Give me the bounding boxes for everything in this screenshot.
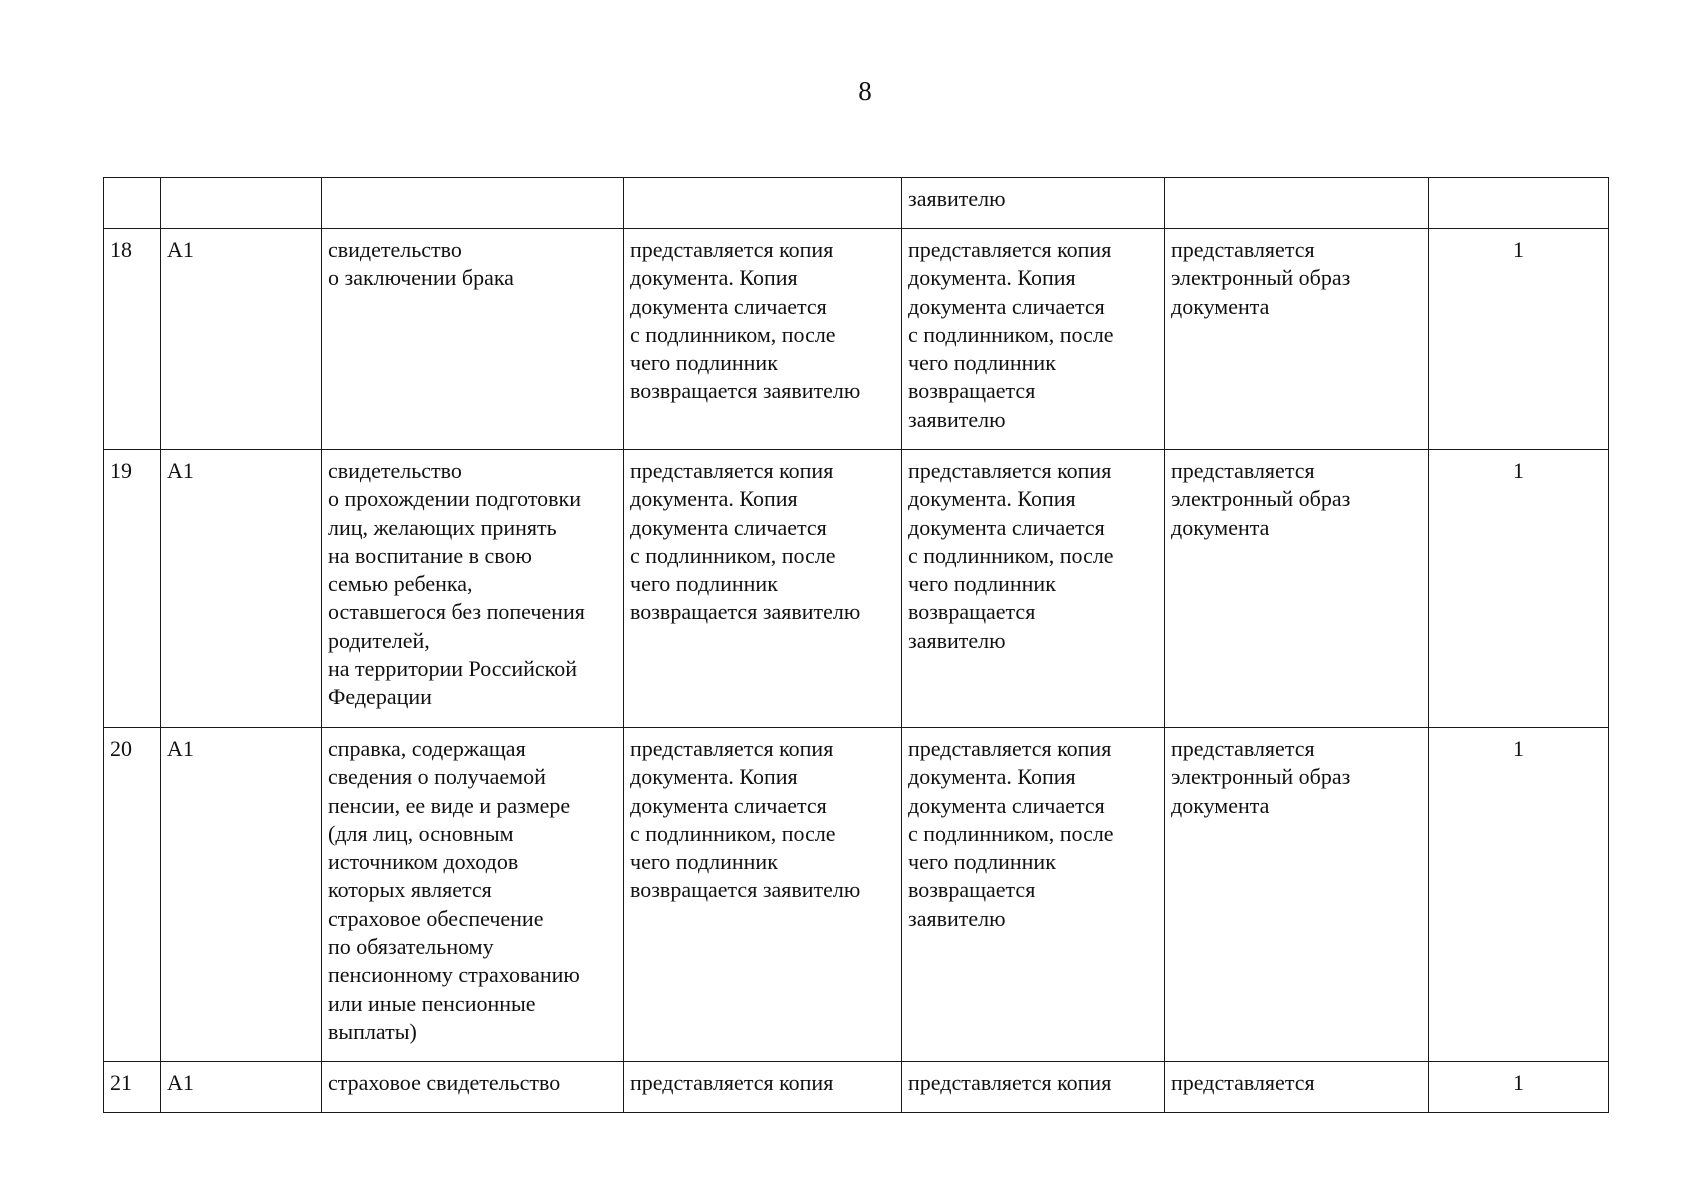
cell-quantity: 1 bbox=[1429, 229, 1609, 450]
cell-document: свидетельство о прохождении подготовки лиц, желающих принять на воспитание в свою семью ребенка, оставшегося без попечения родителей, на территории Российской Федерации bbox=[322, 450, 624, 728]
cell-electronic-requirement: представляется электронный образ документа bbox=[1165, 229, 1429, 450]
cell-quantity bbox=[1429, 178, 1609, 229]
cell-code bbox=[161, 178, 322, 229]
table-row bbox=[104, 728, 1609, 1062]
cell-electronic-requirement: представляется bbox=[1165, 1062, 1429, 1113]
cell-paper-requirement: представляется копия документа. Копия документа сличается с подлинником, после чего подлинник возвращается заявителю bbox=[624, 229, 902, 450]
cell-quantity: 1 bbox=[1429, 728, 1609, 1062]
cell-number: 21 bbox=[104, 1062, 161, 1113]
cell-paper-requirement-alt: представляется копия bbox=[902, 1062, 1165, 1113]
cell-electronic-requirement bbox=[1165, 178, 1429, 229]
cell-electronic-requirement: представляется электронный образ документа bbox=[1165, 450, 1429, 728]
cell-quantity: 1 bbox=[1429, 450, 1609, 728]
cell-paper-requirement: представляется копия bbox=[624, 1062, 902, 1113]
cell-paper-requirement-alt: представляется копия документа. Копия документа сличается с подлинником, после чего подлинник возвращается заявителю bbox=[902, 229, 1165, 450]
document-requirements-table bbox=[103, 177, 1609, 1113]
cell-code: А1 bbox=[161, 728, 322, 1062]
cell-code: А1 bbox=[161, 1062, 322, 1113]
cell-electronic-requirement: представляется электронный образ документа bbox=[1165, 728, 1429, 1062]
table-row bbox=[104, 450, 1609, 728]
cell-quantity: 1 bbox=[1429, 1062, 1609, 1113]
cell-paper-requirement-alt: представляется копия документа. Копия документа сличается с подлинником, после чего подлинник возвращается заявителю bbox=[902, 450, 1165, 728]
cell-code: А1 bbox=[161, 450, 322, 728]
cell-document: страховое свидетельство bbox=[322, 1062, 624, 1113]
cell-code: А1 bbox=[161, 229, 322, 450]
table-row-continuation bbox=[104, 178, 1609, 229]
cell-paper-requirement bbox=[624, 178, 902, 229]
cell-paper-requirement: представляется копия документа. Копия документа сличается с подлинником, после чего подлинник возвращается заявителю bbox=[624, 450, 902, 728]
table-row bbox=[104, 1062, 1609, 1113]
table-row bbox=[104, 229, 1609, 450]
cell-number: 18 bbox=[104, 229, 161, 450]
cell-number bbox=[104, 178, 161, 229]
cell-paper-requirement-alt: заявителю bbox=[902, 178, 1165, 229]
cell-document bbox=[322, 178, 624, 229]
cell-number: 20 bbox=[104, 728, 161, 1062]
cell-paper-requirement: представляется копия документа. Копия документа сличается с подлинником, после чего подлинник возвращается заявителю bbox=[624, 728, 902, 1062]
cell-document: свидетельство о заключении брака bbox=[322, 229, 624, 450]
cell-document: справка, содержащая сведения о получаемой пенсии, ее виде и размере (для лиц, основным источником доходов которых является страховое обеспечение по обязательному пенсионному страхованию или иные пенсионные выплаты) bbox=[322, 728, 624, 1062]
cell-number: 19 bbox=[104, 450, 161, 728]
page-number: 8 bbox=[858, 76, 872, 106]
cell-paper-requirement-alt: представляется копия документа. Копия документа сличается с подлинником, после чего подлинник возвращается заявителю bbox=[902, 728, 1165, 1062]
